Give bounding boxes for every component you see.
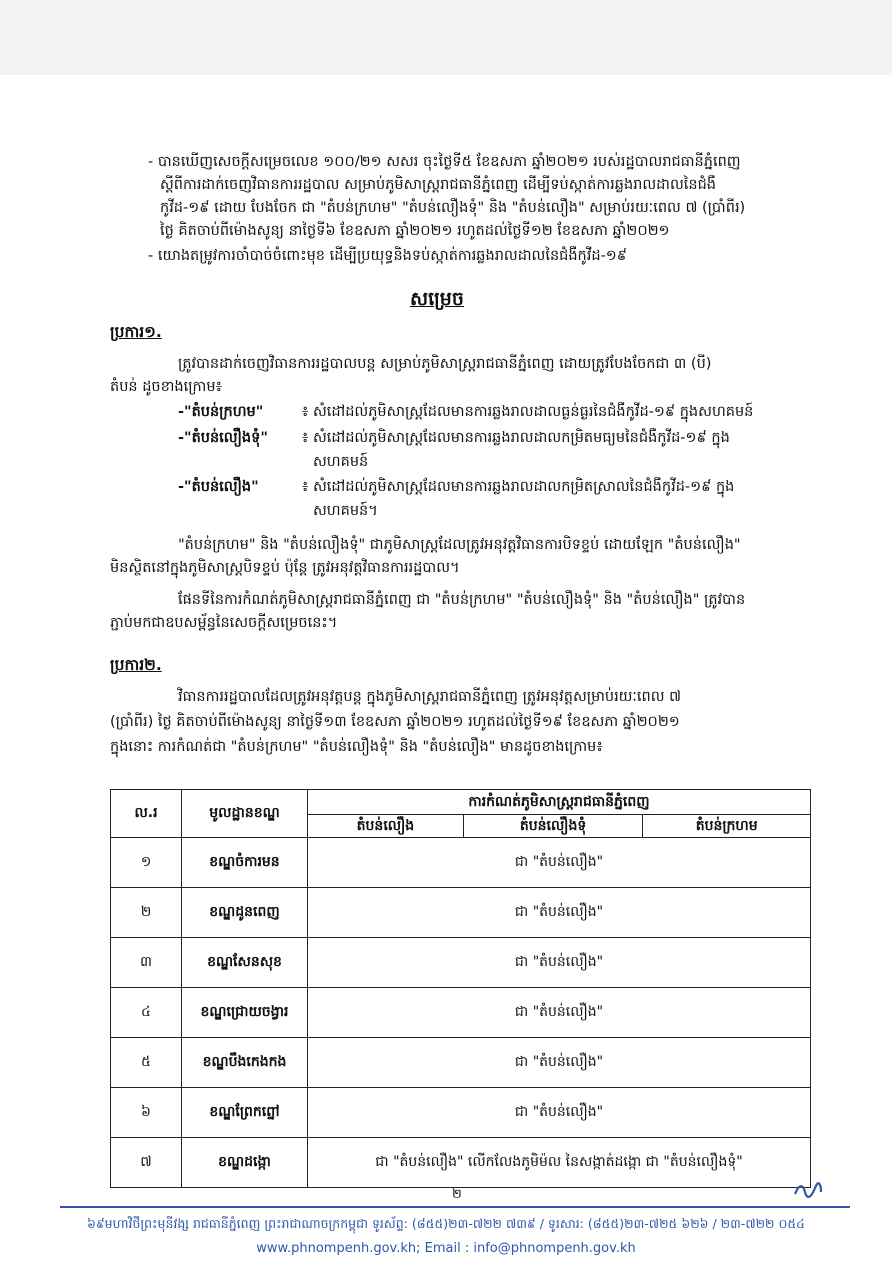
row-number: ២ — [111, 888, 182, 938]
article-1-p3-line-1: ផែនទីនៃការកំណត់ភូមិសាស្ត្ររាជធានីភ្នំពេញ ជា "តំបន់ក្រហម" "តំបន់លឿងទុំ" និង "តំបន់លឿង" ត្រូវបាន — [178, 592, 746, 608]
intro-line-5: - យោងតម្រូវការចាំបាច់ចំពោះមុខ ដើម្បីប្រយុទ្ធនិងទប់ស្កាត់ការឆ្លងរាលដាលនៃជំងឺកូវីដ-១៩ — [148, 248, 628, 264]
table-row — [111, 1138, 811, 1188]
header-number: ល.រ — [111, 790, 182, 838]
article-2-heading: ប្រការ២. — [110, 656, 162, 674]
zone-yellow-label: -"តំបន់លឿង" — [178, 479, 259, 495]
zone-table — [110, 789, 811, 1188]
row-number: ៧ — [111, 1138, 182, 1188]
zone-red-label: -"តំបន់ក្រហម" — [178, 404, 264, 420]
table-row — [111, 938, 811, 988]
zone-darkyellow-description-line-2: សហគមន៍ — [313, 454, 369, 470]
intro-line-1: - បានឃើញសេចក្តីសម្រេចលេខ ១០០/២១ សសរ ចុះថ្ងៃទី៥ ខែឧសភា ឆ្នាំ២០២១ របស់រដ្ឋបាលរាជធានីភ្នំពេញ — [148, 154, 741, 170]
article-1-p1-line-1: ត្រូវបានដាក់ចេញវិធានការរដ្ឋបាលបន្ត សម្រាប់ភូមិសាស្ត្ររាជធានីភ្នំពេញ ដោយត្រូវបែងចែកជា ៣ (បី) — [178, 356, 712, 372]
header-zone-group: ការកំណត់ភូមិសាស្ត្ររាជធានីភ្នំពេញ — [308, 790, 811, 815]
row-zone: ជា "តំបន់លឿង" — [308, 838, 811, 888]
table-row — [111, 838, 811, 888]
article-1-p3-line-2: ភ្ជាប់មកជាឧបសម្ព័ន្ធនៃសេចក្តីសម្រេចនេះ។ — [110, 615, 338, 631]
zone-red-description: ៖ សំដៅដល់ភូមិសាស្ត្រដែលមានការឆ្លងរាលដាលធ្ងន់ធ្ងរនៃជំងឺកូវីដ-១៩ ក្នុងសហគមន៍ — [302, 404, 754, 420]
table-row — [111, 1038, 811, 1088]
row-zone: ជា "តំបន់លឿង" លើកលែងភូមិម៉ល នៃសង្កាត់ដង្កោ ជា "តំបន់លឿងទុំ" — [308, 1138, 811, 1188]
header-yellow-zone: តំបន់លឿង — [308, 815, 464, 838]
zone-darkyellow-description-line-1: ៖ សំដៅដល់ភូមិសាស្ត្រដែលមានការឆ្លងរាលដាលកម្រិតមធ្យមនៃជំងឺកូវីដ-១៩ ក្នុង — [302, 430, 730, 446]
article-1-p2-line-1: "តំបន់ក្រហម" និង "តំបន់លឿងទុំ" ជាភូមិសាស្ត្រដែលត្រូវអនុវត្តវិធានការបិទខ្ទប់ ដោយឡែក "តំបន់លឿង" — [178, 537, 741, 553]
row-zone: ជា "តំបន់លឿង" — [308, 1038, 811, 1088]
row-district: ខណ្ឌដូនពេញ — [182, 888, 308, 938]
zone-yellow-description-line-1: ៖ សំដៅដល់ភូមិសាស្ត្រដែលមានការឆ្លងរាលដាលកម្រិតស្រាលនៃជំងឺកូវីដ-១៩ ក្នុង — [302, 479, 735, 495]
row-zone: ជា "តំបន់លឿង" — [308, 1088, 811, 1138]
row-district: ខណ្ឌចំការមន — [182, 838, 308, 888]
header-darkyellow-zone: តំបន់លឿងទុំ — [463, 815, 643, 838]
intro-line-2: ស្តីពីការដាក់ចេញវិធានការរដ្ឋបាល សម្រាប់ភូមិសាស្ត្ររាជធានីភ្នំពេញ ដើម្បីទប់ស្កាត់ការឆ្លងរាលដាលនៃជំងឺ — [160, 177, 717, 193]
decision-title: សម្រេច — [410, 288, 464, 310]
row-zone: ជា "តំបន់លឿង" — [308, 988, 811, 1038]
scan-top-margin — [0, 0, 892, 75]
row-district: ខណ្ឌបឹងកេងកង — [182, 1038, 308, 1088]
row-zone: ជា "តំបន់លឿង" — [308, 938, 811, 988]
table-row — [111, 888, 811, 938]
intro-line-4: ថ្ងៃ គិតចាប់ពីម៉ោងសូន្យ នាថ្ងៃទី៦ ខែឧសភា ឆ្នាំ២០២១ រហូតដល់ថ្ងៃទី១២ ខែឧសភា ឆ្នាំ២០២១ — [160, 223, 670, 239]
row-district: ខណ្ឌព្រែកព្នៅ — [182, 1088, 308, 1138]
table-row — [111, 988, 811, 1038]
table-row — [111, 1088, 811, 1138]
article-2-p1-line-1: វិធានការរដ្ឋបាលដែលត្រូវអនុវត្តបន្ត ក្នុងភូមិសាស្ត្ររាជធានីភ្នំពេញ ត្រូវអនុវត្តសម្រាប់រយៈពេល ៧ — [178, 689, 682, 705]
footer-contact: www.phnompenh.gov.kh; Email : info@phnompenh.gov.kh — [256, 1241, 636, 1256]
row-number: ៤ — [111, 988, 182, 1038]
header-red-zone: តំបន់ក្រហម — [643, 815, 811, 838]
article-2-p1-line-2: (ប្រាំពីរ) ថ្ងៃ គិតចាប់ពីម៉ោងសូន្យ នាថ្ងៃទី១៣ ខែឧសភា ឆ្នាំ២០២១ រហូតដល់ថ្ងៃទី១៩ ខែឧសភា ឆ្នាំ២០២១ — [110, 714, 680, 730]
zone-darkyellow-label: -"តំបន់លឿងទុំ" — [178, 430, 268, 446]
page-number: ២ — [452, 1187, 462, 1202]
footer-divider — [60, 1206, 850, 1208]
row-zone: ជា "តំបន់លឿង" — [308, 888, 811, 938]
row-district: ខណ្ឌសែនសុខ — [182, 938, 308, 988]
intro-line-3: កូវីដ-១៩ ដោយ បែងចែក ជា "តំបន់ក្រហម" "តំបន់លឿងទុំ" និង "តំបន់លឿង" សម្រាប់រយៈពេល ៧ (ប្រាំពីរ) — [160, 200, 746, 216]
footer-address: ៦៩មហាវិថីព្រះមុនីវង្ស រាជធានីភ្នំពេញ ព្រះរាជាណាចក្រកម្ពុជា ទូរស័ព្ទ: (៨៥៥)២៣-៧២២ ៧៣៩ / ទូរសារ: (៨៥៥)២៣-៧២៥ ៦២៦ / ២៣-៧២២ ០៥៤ — [86, 1216, 806, 1231]
row-number: ៥ — [111, 1038, 182, 1088]
row-number: ១ — [111, 838, 182, 888]
article-1-p2-line-2: មិនស្ថិតនៅក្នុងភូមិសាស្ត្របិទខ្ទប់ ប៉ុន្តែ ត្រូវអនុវត្តវិធានការរដ្ឋបាល។ — [110, 560, 460, 576]
zone-yellow-description-line-2: សហគមន៍។ — [313, 503, 378, 519]
article-1-p1-line-2: តំបន់ ដូចខាងក្រោម៖ — [110, 379, 222, 395]
article-1-heading: ប្រការ១. — [110, 323, 162, 341]
header-district: មូលដ្ឋានខណ្ឌ — [182, 790, 308, 838]
row-number: ៣ — [111, 938, 182, 988]
row-district: ខណ្ឌជ្រោយចង្វារ — [182, 988, 308, 1038]
handwritten-initials — [793, 1180, 823, 1205]
row-district: ខណ្ឌដង្កោ — [182, 1138, 308, 1188]
signature-mark-icon — [793, 1180, 823, 1200]
row-number: ៦ — [111, 1088, 182, 1138]
article-2-p1-line-3: ក្នុងនោះ ការកំណត់ជា "តំបន់ក្រហម" "តំបន់លឿងទុំ" និង "តំបន់លឿង" មានដូចខាងក្រោម៖ — [110, 739, 603, 755]
